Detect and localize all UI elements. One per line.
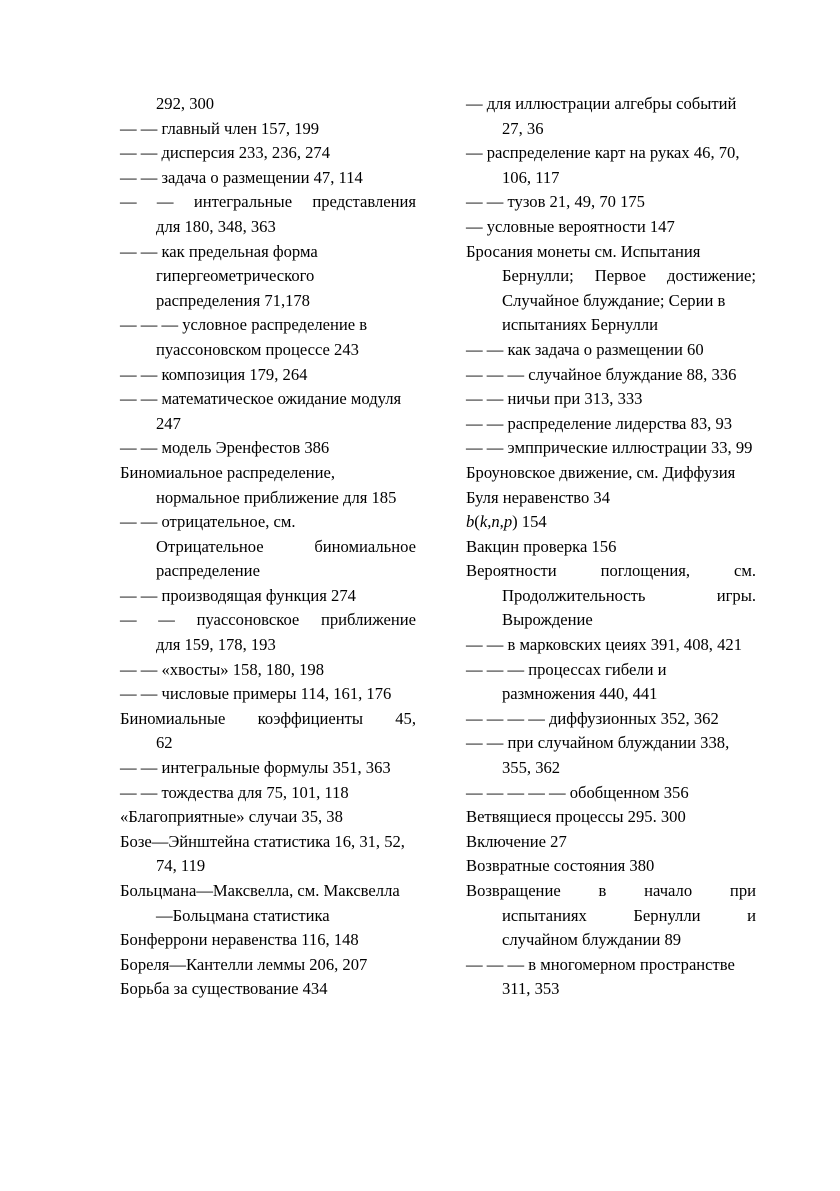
index-entry: Вероятности поглощения, см. (466, 561, 756, 581)
index-entry: — — композиция 179, 264 (120, 364, 308, 384)
index-entry-continuation: Вырождение (502, 610, 593, 630)
index-entry: — — тождества для 75, 101, 118 (120, 782, 349, 802)
index-entry: 292, 300 (156, 94, 215, 113)
index-entry: — — модель Эренфестов 386 (120, 438, 330, 458)
index-entry: — — в марковских цеиях 391, 408, 421 (466, 635, 742, 655)
index-entry: — — отрицательное, см. (120, 512, 296, 532)
index-entry: Бореля—Кантелли леммы 206, 207 (120, 954, 368, 974)
index-entry: Буля неравенство 34 (466, 487, 611, 507)
index-entry: — распределение карт на руках 46, 70, 106, 117 (466, 143, 740, 187)
index-entry: — — производящая функция 274 (120, 585, 356, 605)
index-entry: Вакцин проверка 156 (466, 536, 617, 556)
index-entry-continuation: для 159, 178, 193 (156, 635, 276, 655)
index-entry: — — интегральные формулы 351, 363 (120, 758, 391, 778)
index-entry: Бозе—Эйнштейна статистика 16, 31, 52, 74, 119 (120, 831, 405, 876)
formula-b: b (466, 512, 475, 532)
index-entry: — — как предельная форма гипергеометрического распределения 71,178 (120, 241, 318, 310)
formula-p: p (503, 512, 513, 532)
index-entry-continuation: Случайное блуждание; Серии в испытаниях Бернулли (502, 290, 726, 335)
index-entry: Биномиальные коэффициенты 45, (120, 708, 416, 728)
index-entry: — — задача о размещении 47, 114 (120, 167, 363, 187)
index-entry: — — «хвосты» 158, 180, 198 (120, 659, 324, 679)
index-entry: Возвращение в начало при (466, 881, 756, 900)
formula-close-page: ) 154 (512, 512, 547, 532)
index-entry: — — дисперсия 233, 236, 274 (120, 143, 331, 163)
index-entry-formula (466, 510, 756, 535)
index-entry-continuation: распределение (156, 561, 260, 581)
index-entry: — условные вероятности 147 (466, 216, 675, 236)
index-entry-continuation: Бернулли; Первое достижение; (502, 266, 756, 286)
index-entry: — — — случайное блуждание 88, 336 (466, 364, 737, 384)
index-entry: «Благоприятные» случаи 35, 38 (120, 807, 343, 827)
index-entry: — — распределение лидерства 83, 93 (466, 413, 733, 433)
index-entry: Включение 27 (466, 831, 567, 851)
index-entry: — — эмппрические иллюстрации 33, 99 (466, 438, 753, 458)
index-entry: — — — процессах гибели и размножения 440, 441 (466, 659, 667, 704)
index-entry: — — — в многомерном пространстве 311, 353 (466, 954, 735, 999)
index-entry: — — — условное распределение в пуассоновском процессе 243 (120, 315, 368, 359)
index-entry: Броуновское движение, см. Диффузия (466, 462, 736, 482)
index-entry: Бросания монеты см. Испытания (466, 241, 701, 261)
index-entry: — — тузов 21, 49, 70 175 (466, 192, 645, 212)
index-entry-continuation: 62 (156, 733, 173, 753)
index-entry: — — математическое ожидание модуля 247 (120, 389, 402, 433)
index-entry: — — ничьи при 313, 333 (466, 389, 643, 409)
formula-comma: , (487, 512, 492, 532)
index-entry: — — — — — обобщенном 356 (466, 782, 689, 802)
index-entry-continuation: Продолжительность игры. (502, 585, 756, 605)
index-entry: — — при случайном блуждании 338, 355, 362 (466, 733, 730, 778)
formula-k: k (479, 512, 488, 532)
index-entry: — — пуассоновское приближение (120, 610, 416, 630)
index-entry: — — как задача о размещении 60 (466, 339, 704, 359)
index-entry: — — главный член 157, 199 (120, 118, 320, 138)
index-entry: Больцмана—Максвелла, см. Максвелла—Больцмана статистика (120, 881, 400, 925)
formula-n: n (491, 512, 500, 532)
index-entry: — — числовые примеры 114, 161, 176 (120, 684, 392, 704)
index-column-right (466, 92, 756, 1002)
index-entry: Ветвящиеся процессы 295. 300 (466, 807, 686, 827)
index-entry: — — — — диффузионных 352, 362 (466, 708, 719, 728)
index-entry: — — интегральные представления (120, 192, 416, 212)
formula-comma: , (499, 512, 504, 532)
index-entry-continuation: Отрицательное биномиальное (156, 536, 416, 556)
index-entry-continuation: для 180, 348, 363 (156, 216, 276, 236)
index-entry: Бонферрони неравенства 116, 148 (120, 930, 359, 950)
formula-open-paren: ( (474, 512, 480, 532)
index-entry: Биномиальное распределение, нормальное приближение для 185 (120, 462, 397, 507)
index-entry-continuation: случайном блуждании 89 (502, 930, 682, 950)
index-entry: Возвратные состояния 380 (466, 856, 655, 876)
index-column-left (120, 92, 416, 1002)
index-entry: Борьба за существование 434 (120, 979, 328, 999)
index-entry: — для иллюстрации алгебры событий 27, 36 (466, 94, 737, 138)
index-entry-continuation: испытаниях Бернулли и (502, 905, 756, 925)
